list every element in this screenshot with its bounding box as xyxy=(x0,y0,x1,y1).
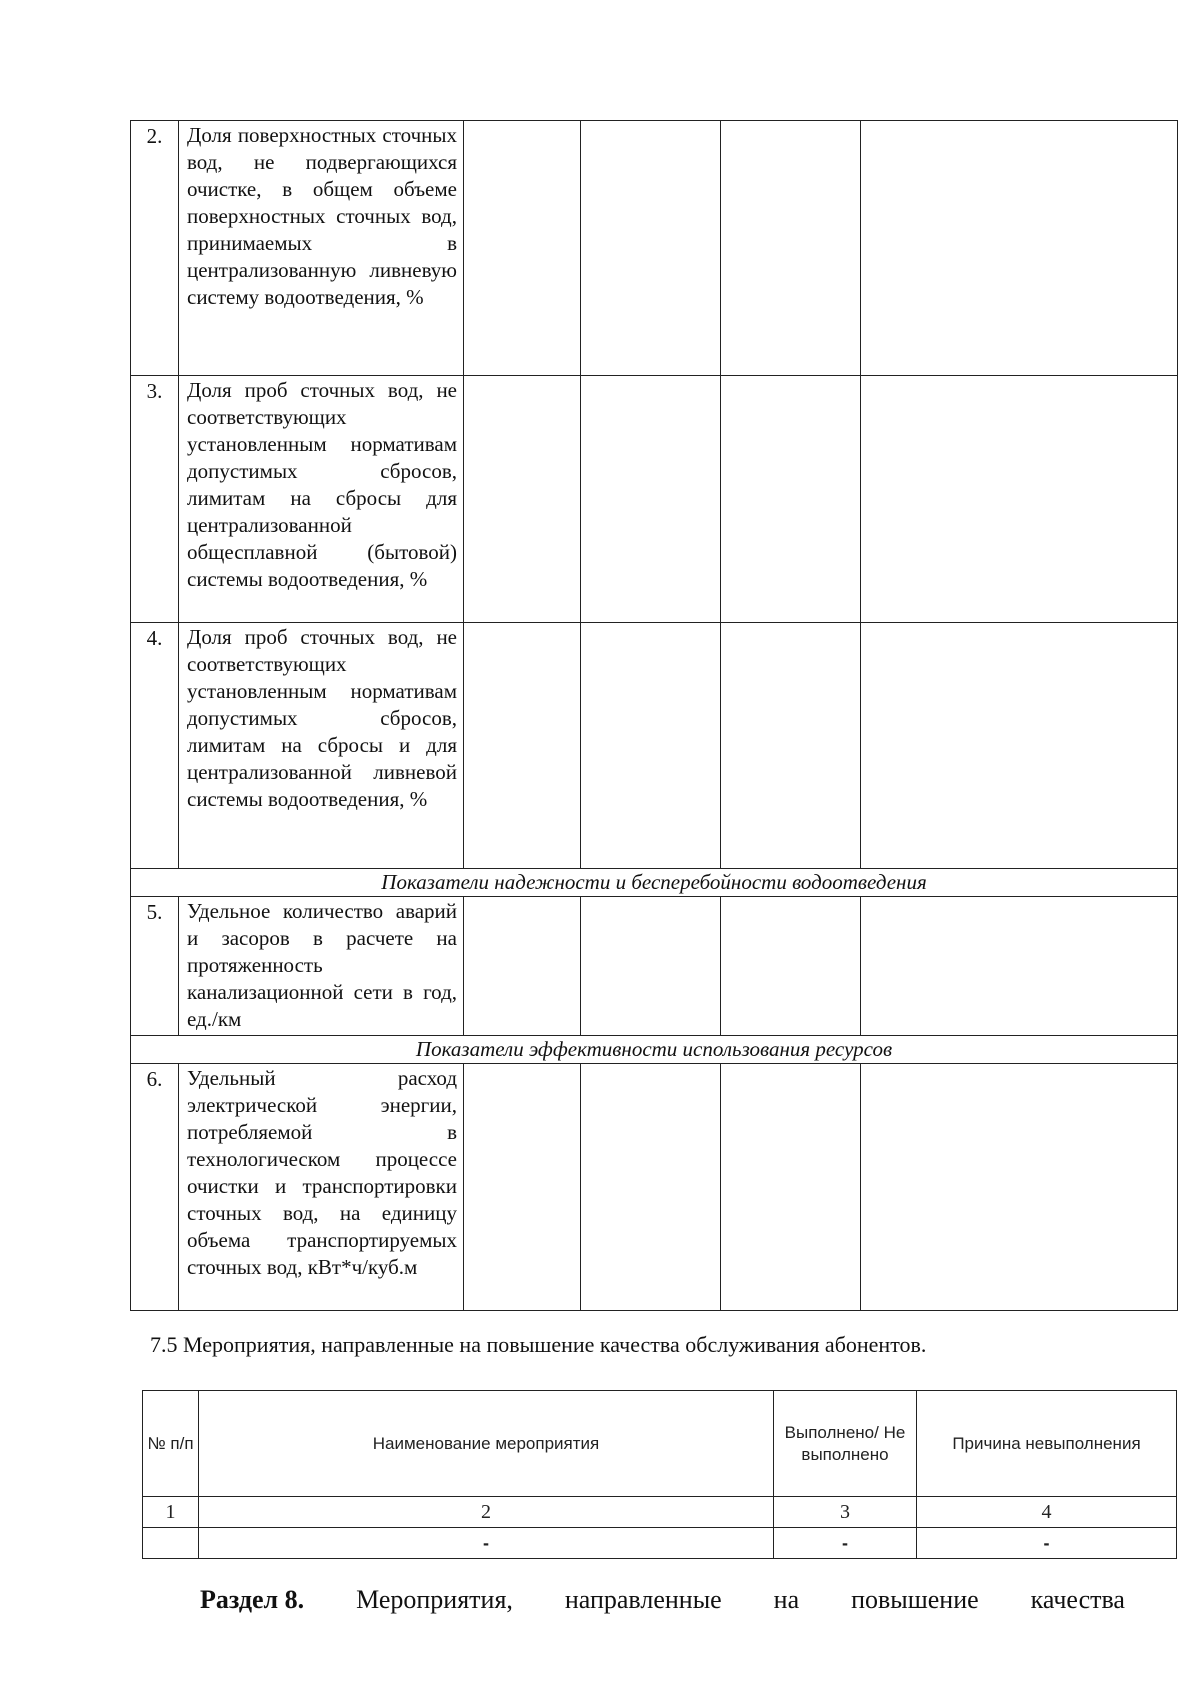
value-cell xyxy=(721,121,861,376)
section-row xyxy=(131,869,1178,897)
indicator-name: Удельный расход электрической энергии, потребляемой в технологическом процессе очистки и транспортировки сточных вод, на единицу объема транспортируемых сточных вод, кВт*ч/куб.м xyxy=(179,1064,464,1311)
table-row xyxy=(131,376,1178,623)
value-cell xyxy=(861,623,1178,869)
indicators-table xyxy=(130,120,1178,1311)
indicator-name: Доля поверхностных сточных вод, не подвергающихся очистке, в общем объеме поверхностных сточных вод, принимаемых в централизованную ливневую систему водоотведения, % xyxy=(179,121,464,376)
value-cell xyxy=(581,623,721,869)
heading-word: качества xyxy=(1030,1585,1125,1614)
section-8-heading xyxy=(200,1585,1125,1615)
column-number: 2 xyxy=(199,1497,774,1528)
section-7-5-heading: 7.5 Мероприятия, направленные на повышение качества обслуживания абонентов. xyxy=(150,1332,927,1357)
indicator-name: Доля проб сточных вод, не соответствующих установленным нормативам допустимых сбросов, лимитам на сбросы для централизованной общесплавной (бытовой) системы водоотведения, % xyxy=(179,376,464,623)
section-row xyxy=(131,1036,1178,1064)
section-title-efficiency: Показатели эффективности использования ресурсов xyxy=(131,1036,1178,1064)
value-cell xyxy=(464,1064,581,1311)
value-cell xyxy=(721,897,861,1036)
table-row xyxy=(143,1528,1177,1559)
table-row xyxy=(131,1064,1178,1311)
header-row xyxy=(143,1391,1177,1497)
value-cell xyxy=(721,376,861,623)
heading-word: направленные xyxy=(564,1585,722,1614)
indicator-name: Удельное количество аварий и засоров в расчете на протяженность канализационной сети в год, ед./км xyxy=(179,897,464,1036)
section-8-label: Раздел 8. xyxy=(200,1585,305,1614)
measures-table xyxy=(142,1390,1177,1559)
row-number: 3. xyxy=(131,376,179,623)
value-cell xyxy=(464,121,581,376)
value-cell xyxy=(721,1064,861,1311)
value-cell xyxy=(464,623,581,869)
value-cell xyxy=(861,121,1178,376)
value-cell xyxy=(861,1064,1178,1311)
header-done: Выполнено/ Не выполнено xyxy=(774,1391,917,1497)
value-cell xyxy=(581,897,721,1036)
heading-word: Мероприятия, xyxy=(356,1585,513,1614)
table-cell xyxy=(143,1528,199,1559)
value-cell xyxy=(581,376,721,623)
table-cell: - xyxy=(917,1528,1177,1559)
numbering-row xyxy=(143,1497,1177,1528)
row-number: 2. xyxy=(131,121,179,376)
value-cell xyxy=(464,376,581,623)
heading-word: повышение xyxy=(851,1585,979,1614)
header-reason: Причина невыполнения xyxy=(917,1391,1177,1497)
heading-word: на xyxy=(773,1585,800,1614)
table-row xyxy=(131,623,1178,869)
table-row xyxy=(131,121,1178,376)
row-number: 6. xyxy=(131,1064,179,1311)
value-cell xyxy=(581,121,721,376)
column-number: 3 xyxy=(774,1497,917,1528)
value-cell xyxy=(861,897,1178,1036)
table-row xyxy=(131,897,1178,1036)
table-cell: - xyxy=(774,1528,917,1559)
column-number: 4 xyxy=(917,1497,1177,1528)
header-number: № п/п xyxy=(143,1391,199,1497)
table-cell: - xyxy=(199,1528,774,1559)
row-number: 5. xyxy=(131,897,179,1036)
row-number: 4. xyxy=(131,623,179,869)
header-measure-name: Наименование мероприятия xyxy=(199,1391,774,1497)
value-cell xyxy=(721,623,861,869)
indicator-name: Доля проб сточных вод, не соответствующих установленным нормативам допустимых сбросов, лимитам на сбросы и для централизованной ливневой системы водоотведения, % xyxy=(179,623,464,869)
value-cell xyxy=(581,1064,721,1311)
column-number: 1 xyxy=(143,1497,199,1528)
section-title-reliability: Показатели надежности и бесперебойности водоотведения xyxy=(131,869,1178,897)
value-cell xyxy=(464,897,581,1036)
value-cell xyxy=(861,376,1178,623)
